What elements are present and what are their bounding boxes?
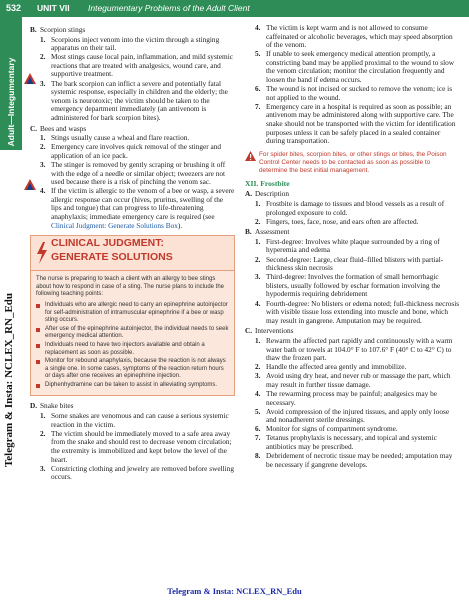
warning-icon [245, 151, 256, 161]
scorpion-list [30, 36, 235, 123]
section-assessment-heading: B. Assessment [245, 227, 290, 237]
list-item: 8. Debridement of necrotic tissue may be needed; amputation may be necessary if gangrene develops. [255, 451, 453, 469]
cj-box-bullets [36, 302, 229, 390]
list-item: 2. The victim should be immediately moved to a safe area away from the snake and should rest to decrease venom circulation; the extremity is immobilized and kept below the level of the heart. [40, 428, 232, 464]
list-item: 4. If the victim is allergic to the venom of a bee or wasp, a severe allergic response can occur (hives, pruritus, swelling of the lips and tongue) that can progress to life-threatening anaphylaxis; immediate emergency care is required (see Clinical Judgment: Generate Solutions Box). [40, 186, 235, 230]
cj-box-title-1: CLINICAL JUDGMENT: [51, 237, 164, 250]
list-item: 1. Frostbite is damage to tissues and blood vessels as a result of prolonged exposure to cold. [255, 199, 445, 217]
page-header [0, 0, 469, 17]
section-bees-heading: C. Bees and wasps [30, 123, 87, 133]
left-column [30, 24, 235, 484]
bullet-item: Individuals who are allergic need to carry an epinephrine autoinjector for self-administration of intramuscular epinephrine if a bee or wasp sting occurs. [36, 302, 229, 325]
page-number: 532 [6, 3, 22, 13]
list-item: 2. Most stings cause local pain, inflammation, and mild systemic reactions that are treated with analgesics, wound care, and supportive treatment. [40, 52, 233, 79]
list-item: 2. Fingers, toes, face, nose, and ears often are affected. [255, 216, 419, 226]
watermark-bottom: Telegram & Insta: NCLEX_RN_Edu [167, 586, 302, 596]
list-item: 1. Some snakes are venomous and can cause a serious systemic reaction in the victim. [40, 411, 229, 429]
list-item: 1. Scorpions inject venom into the victim through a stinging apparatus on their tail. [40, 34, 220, 53]
side-tab [0, 17, 22, 150]
frostbite-heading: XII. Frostbite [245, 178, 290, 188]
cj-box-intro: The nurse is preparing to teach a client with an allergy to bee stings about how to respond in case of a sting. The nurse plans to include the following teaching points: [36, 276, 225, 298]
snake-list-continued [245, 24, 460, 146]
section-description-heading: A. Description [245, 189, 290, 199]
list-item: 4. The rewarming process may be painful; analgesics may be necessary. [255, 388, 438, 407]
interventions-list [245, 337, 460, 469]
list-item: 3. The bark scorpion can inflict a severe and potentially fatal systemic response, especially in children and the elderly; the venom is neurotoxic; the victim should be taken to the emergency department immediately (an antivenom is administered for bark scorpion bites). [40, 78, 228, 122]
cj-box-title-2: GENERATE SOLUTIONS [51, 251, 173, 264]
list-item: 1. Stings usually cause a wheal and flare reaction. [40, 133, 190, 143]
list-item: 6. The wound is not incised or sucked to remove the venom; ice is not applied to the wound. [255, 84, 453, 102]
bees-list [30, 134, 235, 230]
right-column [245, 24, 460, 471]
section-snake-heading: D. Snake bites [30, 401, 74, 411]
description-list [245, 200, 460, 226]
bullet-item: Individuals need to have two injectors available and obtain a replacement as soon as possible. [36, 342, 229, 357]
list-item: 7. Emergency care in a hospital is required as soon as possible; an antivenom may be administered along with supportive care. The snake should not be transported with the victim for identification purposes unless it can be safely placed in a sealed container during transportation. [255, 101, 456, 146]
list-item: 7. Tetanus prophylaxis is necessary, and topical and systemic antibiotics may be prescribed. [255, 433, 437, 452]
bullet-item: Monitor for rebound anaphylaxis, because the reaction is not always a single one. In some cases, symptoms of the reaction return hours or days after one receives an epinephrine injection. [36, 358, 229, 381]
list-item: 2. Emergency care involves quick removal of the stinger and application of an ice pack. [40, 142, 222, 160]
side-tab-label: Adult—Integumentary [6, 57, 16, 147]
list-item: 3. The stinger is removed by gently scraping or brushing it off with the edge of a needle or similar object; tweezers are not used because there is a risk of pinching the venom sac. [40, 159, 226, 187]
list-item: 2. Second-degree: Large, clear fluid–filled blisters with partial-thickness skin necrosis [255, 254, 444, 273]
list-item: 3. Constricting clothing and jewelry are removed before swelling occurs. [40, 463, 234, 482]
bullet-item: Diphenhydramine can be taken to assist in alleviating symptoms. [36, 382, 229, 390]
list-item: 1. First-degree: Involves white plaque surrounded by a ring of hyperemia and edema [255, 236, 440, 255]
assessment-list [245, 238, 460, 325]
list-item: 5. If unable to seek emergency medical attention promptly, a constricting band may be applied proximal to the wound to slow the venom circulation; monitor the circulation frequently and loosen the band if edema occurs. [255, 49, 455, 85]
list-item: 3. Avoid using dry heat, and never rub or massage the part, which may result in further tissue damage. [255, 371, 451, 389]
cj-box-link[interactable]: Clinical Judgment: Generate Solutions Box [51, 220, 178, 230]
list-item: 2. Handle the affected area gently and immobilize. [255, 362, 407, 372]
bullet-item: After use of the epinephrine autoinjector, the individual needs to seek emergency medical attention. [36, 326, 229, 341]
poison-control-note: For spider bites, scorpion bites, or other stings or bites, the Poison Control Center needs to be contacted as soon as possible to determine the best initial management. [245, 151, 460, 175]
unit-label: UNIT VII [37, 3, 70, 13]
section-interventions-heading: C. Interventions [245, 326, 294, 336]
list-item: 4. The victim is kept warm and is not allowed to consume caffeinated or alcoholic beverages, which may speed absorption of the venom. [255, 23, 453, 50]
cj-box-body [31, 271, 234, 395]
list-item: 5. Avoid compression of the injured tissues, and apply only loose and nonadherent sterile dressings. [255, 406, 450, 425]
cj-box-header [31, 236, 234, 271]
list-item: 6. Monitor for signs of compartment syndrome. [255, 424, 398, 434]
section-scorpion-heading: B. Scorpion stings [30, 25, 86, 34]
watermark-vertical: Telegram & Insta: NCLEX_RN_Edu [3, 292, 15, 468]
list-item: 1. Rewarm the affected part rapidly and continuously with a warm water bath or towels at 104.0° F to 107.6° F (40° C to 42° C) to thaw the frozen part. [255, 335, 453, 363]
list-item: 3. Third-degree: Involves the formation of small hemorrhagic blisters, usually followed by eschar formation involving the hypodermis requiring debridement [255, 272, 441, 299]
list-item: 4. Fourth-degree: No blisters or edema noted; full-thickness necrosis with visible tissue loss extending into muscle and bone, which may result in gangrene. Amputation may be required. [255, 298, 460, 325]
snake-list [30, 412, 235, 482]
clinical-judgment-box [30, 235, 235, 396]
lightning-icon [36, 242, 48, 264]
chapter-title: Integumentary Problems of the Adult Client [88, 3, 250, 13]
